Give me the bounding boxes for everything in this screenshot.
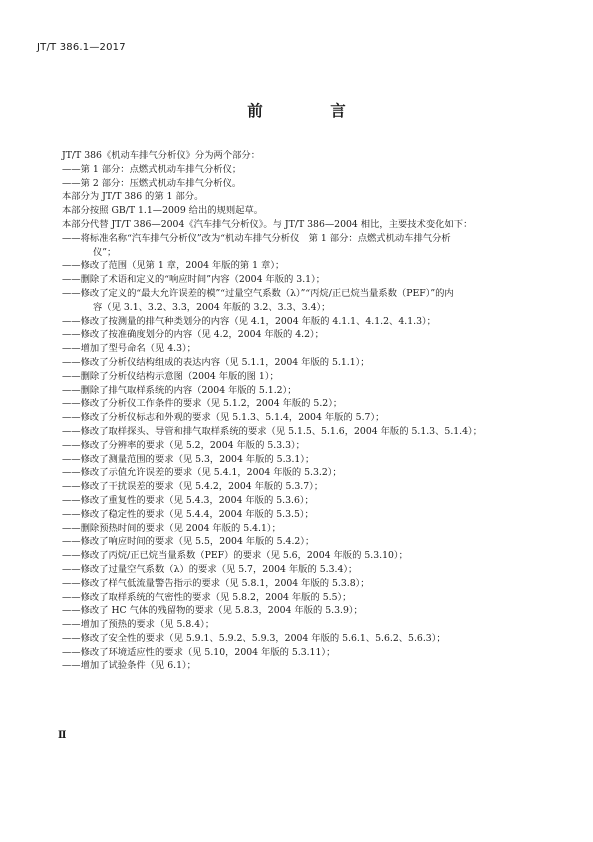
list-item: ——删除了排气取样系统的内容（2004 年版的 5.1.2）；	[62, 384, 297, 396]
list-item: ——修改了示值允许误差的要求（见 5.4.1，2004 年版的 5.3.2）；	[62, 467, 342, 479]
paragraph-line: 本部分代替 JT/T 386—2004《汽车排气分析仪》。与 JT/T 386—2004 相比，主要技术变化如下：	[62, 218, 473, 230]
list-item: ——修改了取样探头、导管和排气取样系统的要求（见 5.1.5、5.1.6，2004 年版的 5.1.3、5.1.4）；	[62, 425, 482, 437]
list-item: ——修改了取样系统的气密性的要求（见 5.8.2，2004 年版的 5.5）；	[62, 591, 352, 603]
list-item: ——修改了丙烷/正已烷当量系数（PEF）的要求（见 5.6，2004 年版的 5.3.10）；	[62, 550, 408, 562]
list-item: ——删除预热时间的要求（见 2004 年版的 5.4.1）；	[62, 522, 281, 534]
paragraph-line: 本部分按照 GB/T 1.1—2009 给出的规则起草。	[62, 205, 264, 217]
list-item: ——修改了分析仪标志和外观的要求（见 5.1.3、5.1.4，2004 年版的 5.7）；	[62, 412, 385, 424]
page-number: Ⅱ	[58, 730, 67, 741]
list-item-continuation: 容（见 3.1、3.2、3.3，2004 年版的 3.2、3.3、3.4）；	[93, 301, 331, 313]
list-item: ——删除了术语和定义的“响应时间”内容（2004 年版的 3.1）；	[62, 274, 326, 286]
list-item: ——将标准名称“汽车排气分析仪”改为“机动车排气分析仪 第 1 部分：点燃式机动车排气分析	[62, 232, 451, 244]
list-item: ——修改了定义的“最大允许误差的模”“过量空气系数（λ）”“丙烷/正已烷当量系数（PEF）”的内	[62, 287, 454, 299]
list-item: ——修改了安全性的要求（见 5.9.1、5.9.2、5.9.3，2004 年版的 5.6.1、5.6.2、5.6.3）；	[62, 632, 446, 644]
list-item: ——修改了分辨率的要求（见 5.2，2004 年版的 5.3.3）；	[62, 439, 305, 451]
list-item: ——修改了按准确度划分的内容（见 4.2，2004 年版的 4.2）；	[62, 329, 324, 341]
list-item: ——修改了样气低流量警告指示的要求（见 5.8.1，2004 年版的 5.3.8）；	[62, 577, 370, 589]
list-item: ——修改了测量范围的要求（见 5.3，2004 年版的 5.3.1）；	[62, 453, 315, 465]
list-item: ——增加了试验条件（见 6.1）；	[62, 660, 196, 672]
page-title: 前 言	[247, 102, 372, 120]
list-item-continuation: 仪”；	[93, 246, 117, 258]
list-item: ——修改了分析仪工作条件的要求（见 5.1.2，2004 年版的 5.2）；	[62, 398, 343, 410]
standard-number: JT/T 386.1—2017	[37, 42, 126, 53]
list-item: ——删除了分析仪结构示意图（2004 年版的图 1）；	[62, 370, 279, 382]
list-item: ——增加了预热的要求（见 5.8.4）；	[62, 619, 215, 631]
list-item: ——修改了 HC 气体的残留物的要求（见 5.8.3，2004 年版的 5.3.9）；	[62, 605, 363, 617]
list-item: ——增加了型号命名（见 4.3）；	[62, 343, 196, 355]
paragraph-line: JT/T 386《机动车排气分析仪》分为两个部分：	[62, 150, 261, 161]
list-item: ——修改了响应时间的要求（见 5.5，2004 年版的 5.4.2）；	[62, 536, 315, 548]
list-item: ——修改了过量空气系数（λ）的要求（见 5.7，2004 年版的 5.3.4）；	[62, 563, 358, 575]
list-item: ——第 2 部分：压燃式机动车排气分析仪。	[62, 177, 242, 189]
list-item: ——修改了按测量的排气种类划分的内容（见 4.1，2004 年版的 4.1.1、4.1.2、4.1.3）；	[62, 315, 436, 327]
list-item: ——修改了重复性的要求（见 5.4.3，2004 年版的 5.3.6）；	[62, 494, 314, 506]
list-item: ——修改了范围（见第 1 章，2004 年版的第 1 章）；	[62, 260, 285, 272]
list-item: ——修改了干扰误差的要求（见 5.4.2，2004 年版的 5.3.7）；	[62, 481, 324, 493]
list-item: ——修改了稳定性的要求（见 5.4.4，2004 年版的 5.3.5）；	[62, 508, 314, 520]
list-item: ——修改了分析仪结构组成的表达内容（见 5.1.1，2004 年版的 5.1.1）；	[62, 356, 370, 368]
foreword-body	[62, 149, 557, 673]
list-item: ——第 1 部分：点燃式机动车排气分析仪；	[62, 163, 242, 175]
paragraph-line: 本部分为 JT/T 386 的第 1 部分。	[62, 191, 204, 203]
list-item: ——修改了环境适应性的要求（见 5.10，2004 年版的 5.3.11）；	[62, 646, 336, 658]
